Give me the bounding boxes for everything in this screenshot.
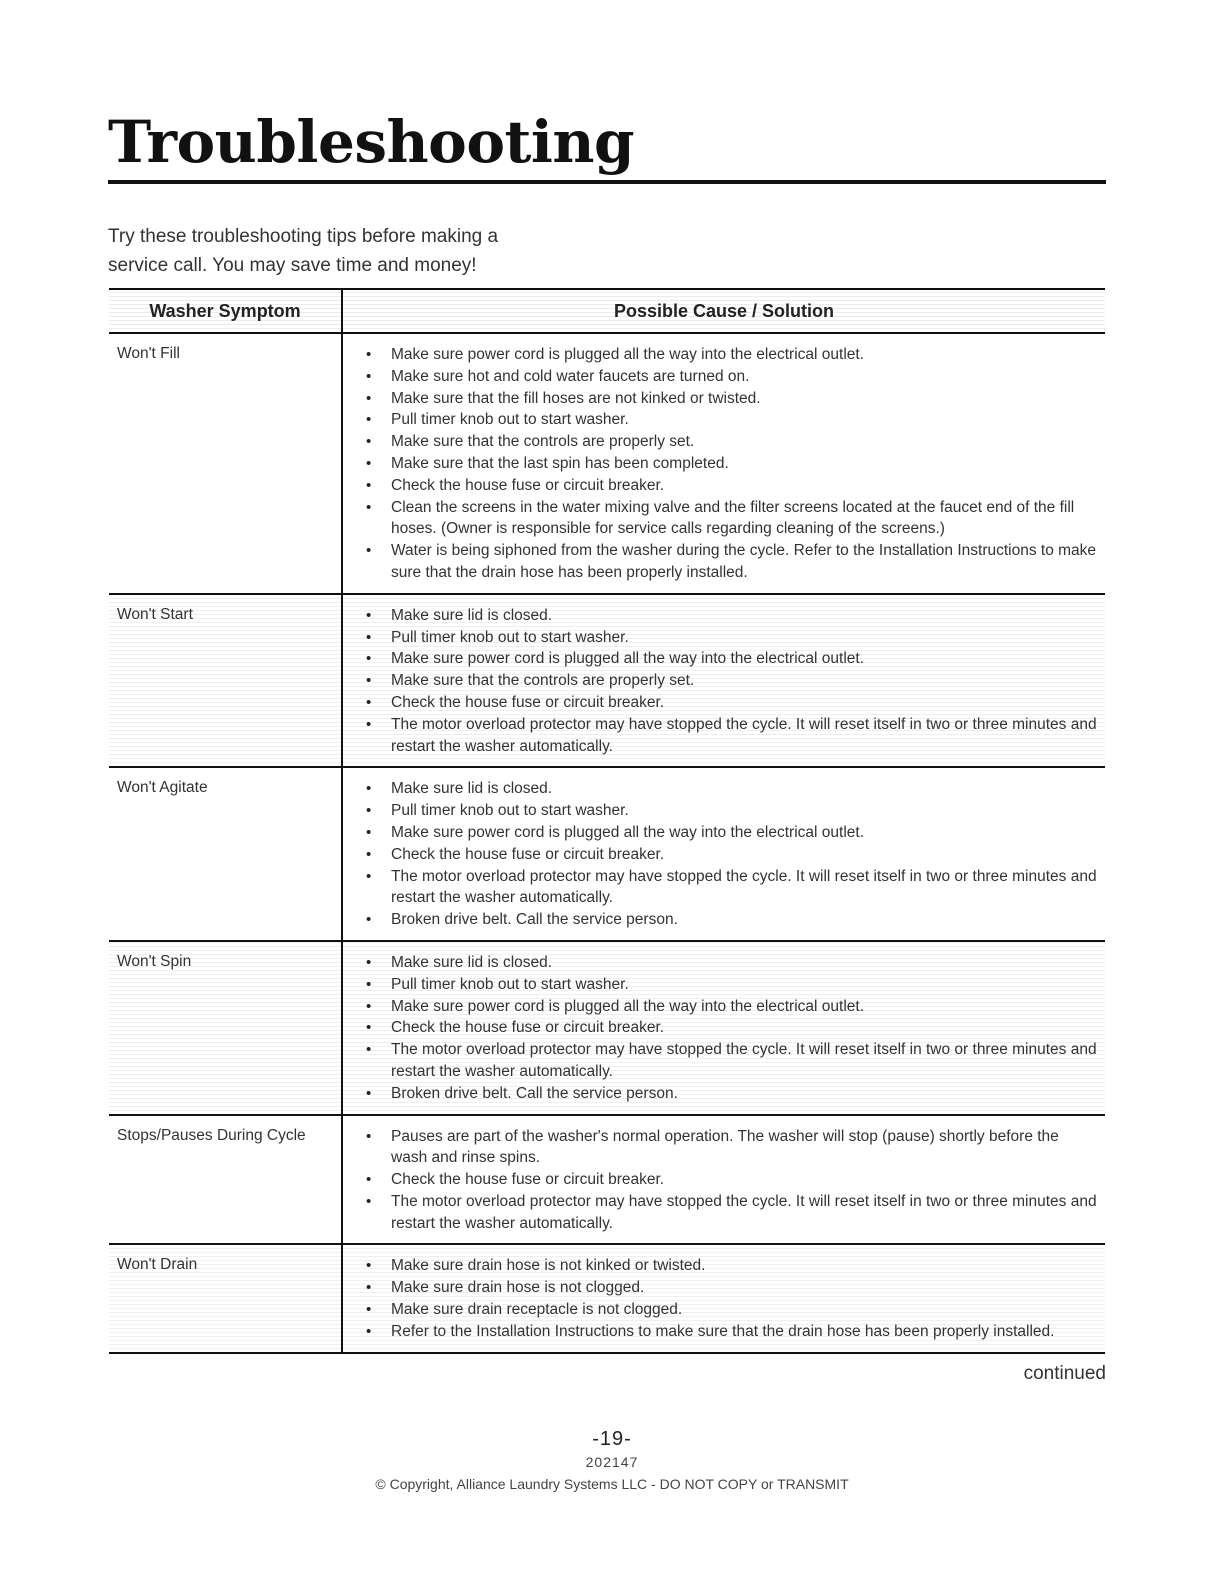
troubleshooting-table (109, 288, 1105, 1354)
list-item: • The motor overload protector may have stopped the cycle. It will reset itself in two or three minutes and restart the washer automatically. (391, 1191, 1097, 1235)
list-item: • Make sure hot and cold water faucets are turned on. (391, 366, 1097, 388)
solution-cell (342, 941, 1105, 1115)
list-item: • Pull timer knob out to start washer. (391, 800, 1097, 822)
page-number: -19- (592, 1428, 632, 1450)
page-title: Troubleshooting (108, 108, 635, 176)
solution-list (343, 952, 1097, 1105)
symptom-cell: Won't Start (109, 594, 342, 768)
table-row (109, 594, 1105, 768)
symptom-cell: Won't Spin (109, 941, 342, 1115)
list-item: • Make sure that the last spin has been completed. (391, 453, 1097, 475)
list-item: • Make sure that the controls are properly set. (391, 670, 1097, 692)
solution-list (343, 1255, 1097, 1342)
list-item: • Make sure drain hose is not kinked or twisted. (391, 1255, 1097, 1277)
list-item: • Make sure lid is closed. (391, 605, 1097, 627)
list-item: • Clean the screens in the water mixing valve and the filter screens located at the faucet end of the fill hoses. (Owner is responsible for service calls regarding cleaning of the screens.) (391, 497, 1097, 541)
list-item: • Broken drive belt. Call the service person. (391, 909, 1097, 931)
list-item: • Water is being siphoned from the washer during the cycle. Refer to the Installation Instructions to make sure that the drain hose has been properly installed. (391, 540, 1097, 584)
solution-cell (342, 1115, 1105, 1245)
list-item: • Pull timer knob out to start washer. (391, 974, 1097, 996)
continued-label: continued (1023, 1363, 1106, 1384)
table-row (109, 1244, 1105, 1352)
symptom-cell: Won't Agitate (109, 767, 342, 941)
list-item: • Make sure drain receptacle is not clogged. (391, 1299, 1097, 1321)
list-item: • Pull timer knob out to start washer. (391, 409, 1097, 431)
table-row (109, 941, 1105, 1115)
column-header-solution: Possible Cause / Solution (342, 289, 1105, 333)
list-item: • Check the house fuse or circuit breaker. (391, 1169, 1097, 1191)
column-header-symptom: Washer Symptom (109, 289, 342, 333)
symptom-cell: Stops/Pauses During Cycle (109, 1115, 342, 1245)
list-item: • Refer to the Installation Instructions to make sure that the drain hose has been properly installed. (391, 1321, 1097, 1343)
table-row (109, 333, 1105, 594)
list-item: • Broken drive belt. Call the service person. (391, 1083, 1097, 1105)
document-number: 202147 (585, 1454, 639, 1470)
list-item: • Make sure lid is closed. (391, 952, 1097, 974)
solution-cell (342, 594, 1105, 768)
list-item: • Check the house fuse or circuit breaker. (391, 844, 1097, 866)
list-item: • Make sure that the fill hoses are not kinked or twisted. (391, 388, 1097, 410)
solution-cell (342, 333, 1105, 594)
list-item: • Make sure power cord is plugged all the way into the electrical outlet. (391, 344, 1097, 366)
solution-list (343, 778, 1097, 931)
list-item: • Make sure power cord is plugged all the way into the electrical outlet. (391, 996, 1097, 1018)
list-item: • Make sure lid is closed. (391, 778, 1097, 800)
solution-list (343, 344, 1097, 584)
solution-list (343, 605, 1097, 758)
symptom-cell: Won't Fill (109, 333, 342, 594)
list-item: • Pull timer knob out to start washer. (391, 627, 1097, 649)
list-item: • Check the house fuse or circuit breaker. (391, 475, 1097, 497)
intro-text (108, 222, 588, 280)
list-item: • Check the house fuse or circuit breaker. (391, 692, 1097, 714)
title-divider (108, 180, 1106, 184)
intro-line-2: service call. You may save time and money! (108, 255, 477, 276)
list-item: • The motor overload protector may have stopped the cycle. It will reset itself in two or three minutes and restart the washer automatically. (391, 866, 1097, 910)
symptom-cell: Won't Drain (109, 1244, 342, 1352)
table-row (109, 767, 1105, 941)
solution-cell (342, 1244, 1105, 1352)
solution-cell (342, 767, 1105, 941)
list-item: • The motor overload protector may have stopped the cycle. It will reset itself in two or three minutes and restart the washer automatically. (391, 1039, 1097, 1083)
list-item: • Make sure that the controls are properly set. (391, 431, 1097, 453)
list-item: • The motor overload protector may have stopped the cycle. It will reset itself in two or three minutes and restart the washer automatically. (391, 714, 1097, 758)
solution-list (343, 1126, 1097, 1235)
list-item: • Make sure drain hose is not clogged. (391, 1277, 1097, 1299)
list-item: • Make sure power cord is plugged all the way into the electrical outlet. (391, 822, 1097, 844)
intro-line-1: Try these troubleshooting tips before making a (108, 226, 499, 247)
copyright-notice: © Copyright, Alliance Laundry Systems LLC - DO NOT COPY or TRANSMIT (375, 1476, 849, 1492)
list-item: • Make sure power cord is plugged all the way into the electrical outlet. (391, 648, 1097, 670)
list-item: • Check the house fuse or circuit breaker. (391, 1017, 1097, 1039)
list-item: • Pauses are part of the washer's normal operation. The washer will stop (pause) shortly before the wash and rinse spins. (391, 1126, 1097, 1170)
table-row (109, 1115, 1105, 1245)
table-header-row (109, 289, 1105, 333)
